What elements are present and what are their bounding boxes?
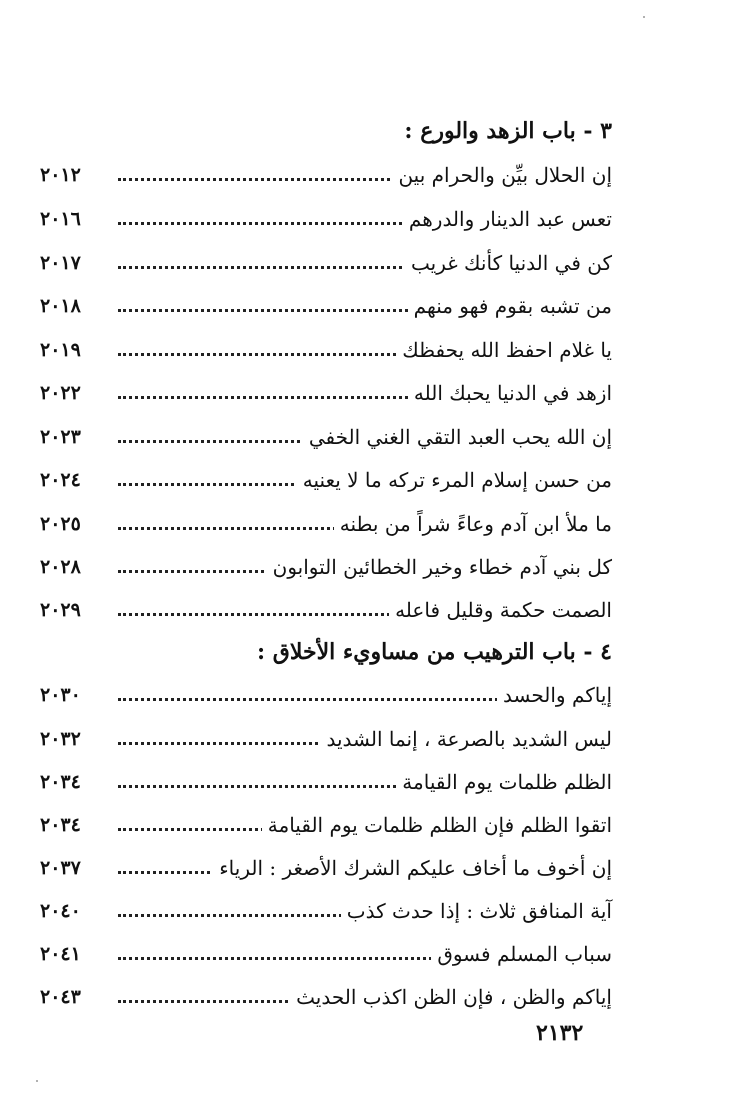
entry-title: آية المنافق ثلاث : إذا حدث كذب xyxy=(341,896,612,926)
section-heading-3: ٣ - باب الزهد والورع : xyxy=(404,118,612,144)
entry-page: ٢٠١٢ xyxy=(40,164,81,186)
entry-page: ٢٠٤٣ xyxy=(40,986,81,1008)
scan-speck xyxy=(36,1080,38,1082)
entry-page: ٢٠٣٢ xyxy=(40,728,81,750)
entry-title: كل بني آدم خطاء وخير الخطائين التوابون xyxy=(267,552,612,582)
toc-entry xyxy=(40,465,612,495)
toc-entry xyxy=(40,422,612,452)
entry-title: إن الله يحب العبد التقي الغني الخفي xyxy=(303,422,612,452)
entry-page: ٢٠٢٥ xyxy=(40,513,81,535)
entry-page: ٢٠٢٨ xyxy=(40,556,81,578)
entry-title: ما ملأ ابن آدم وعاءً شراً من بطنه xyxy=(334,509,612,539)
entry-title: إن الحلال بيِّن والحرام بين xyxy=(392,160,612,190)
scan-speck xyxy=(643,16,645,18)
toc-entry xyxy=(40,160,612,190)
toc-entry xyxy=(40,552,612,582)
toc-entry xyxy=(40,939,612,969)
entry-title: اتقوا الظلم فإن الظلم ظلمات يوم القيامة xyxy=(262,810,612,840)
page-number: ٢١٣٢ xyxy=(536,1020,584,1046)
entry-title: الظلم ظلمات يوم القيامة xyxy=(396,767,612,797)
entry-page: ٢٠٣٤ xyxy=(40,814,81,836)
entry-page: ٢٠٢٣ xyxy=(40,426,81,448)
entry-page: ٢٠٢٩ xyxy=(40,599,81,621)
toc-entry xyxy=(40,680,612,710)
entry-title: ازهد في الدنيا يحبك الله xyxy=(408,378,612,408)
toc-entry xyxy=(40,724,612,754)
entry-page: ٢٠١٦ xyxy=(40,208,81,230)
toc-entry xyxy=(40,595,612,625)
entry-page: ٢٠٣٧ xyxy=(40,857,81,879)
entry-title: إن أخوف ما أخاف عليكم الشرك الأصغر : الرياء xyxy=(213,853,612,883)
entry-page: ٢٠٤٠ xyxy=(40,900,81,922)
toc-entry xyxy=(40,248,612,278)
entry-title: كن في الدنيا كأنك غريب xyxy=(405,248,612,278)
toc-entry xyxy=(40,378,612,408)
entry-title: من تشبه بقوم فهو منهم xyxy=(408,291,612,321)
toc-entry xyxy=(40,204,612,234)
toc-entry xyxy=(40,810,612,840)
entry-page: ٢٠١٩ xyxy=(40,339,81,361)
entry-page: ٢٠٣٠ xyxy=(40,684,81,706)
toc-entry xyxy=(40,291,612,321)
entry-page: ٢٠٢٢ xyxy=(40,382,81,404)
entry-page: ٢٠٣٤ xyxy=(40,771,81,793)
toc-entry xyxy=(40,509,612,539)
entry-title: سباب المسلم فسوق xyxy=(431,939,612,969)
entry-page: ٢٠٤١ xyxy=(40,943,81,965)
entry-title: تعس عبد الدينار والدرهم xyxy=(403,204,612,234)
toc-entry xyxy=(40,982,612,1012)
entry-title: ليس الشديد بالصرعة ، إنما الشديد xyxy=(320,724,612,754)
entry-title: من حسن إسلام المرء تركه ما لا يعنيه xyxy=(297,465,612,495)
toc-entry xyxy=(40,335,612,365)
toc-entry xyxy=(40,896,612,926)
entry-title: الصمت حكمة وقليل فاعله xyxy=(389,595,612,625)
toc-entry xyxy=(40,767,612,797)
entry-page: ٢٠١٧ xyxy=(40,252,81,274)
section-heading-4: ٤ - باب الترهيب من مساويء الأخلاق : xyxy=(257,639,612,665)
entry-title: إياكم والظن ، فإن الظن اكذب الحديث xyxy=(290,982,612,1012)
entry-page: ٢٠١٨ xyxy=(40,295,81,317)
entry-title: يا غلام احفظ الله يحفظك xyxy=(396,335,612,365)
entry-page: ٢٠٢٤ xyxy=(40,469,81,491)
entry-title: إياكم والحسد xyxy=(497,680,612,710)
toc-entry xyxy=(40,853,612,883)
